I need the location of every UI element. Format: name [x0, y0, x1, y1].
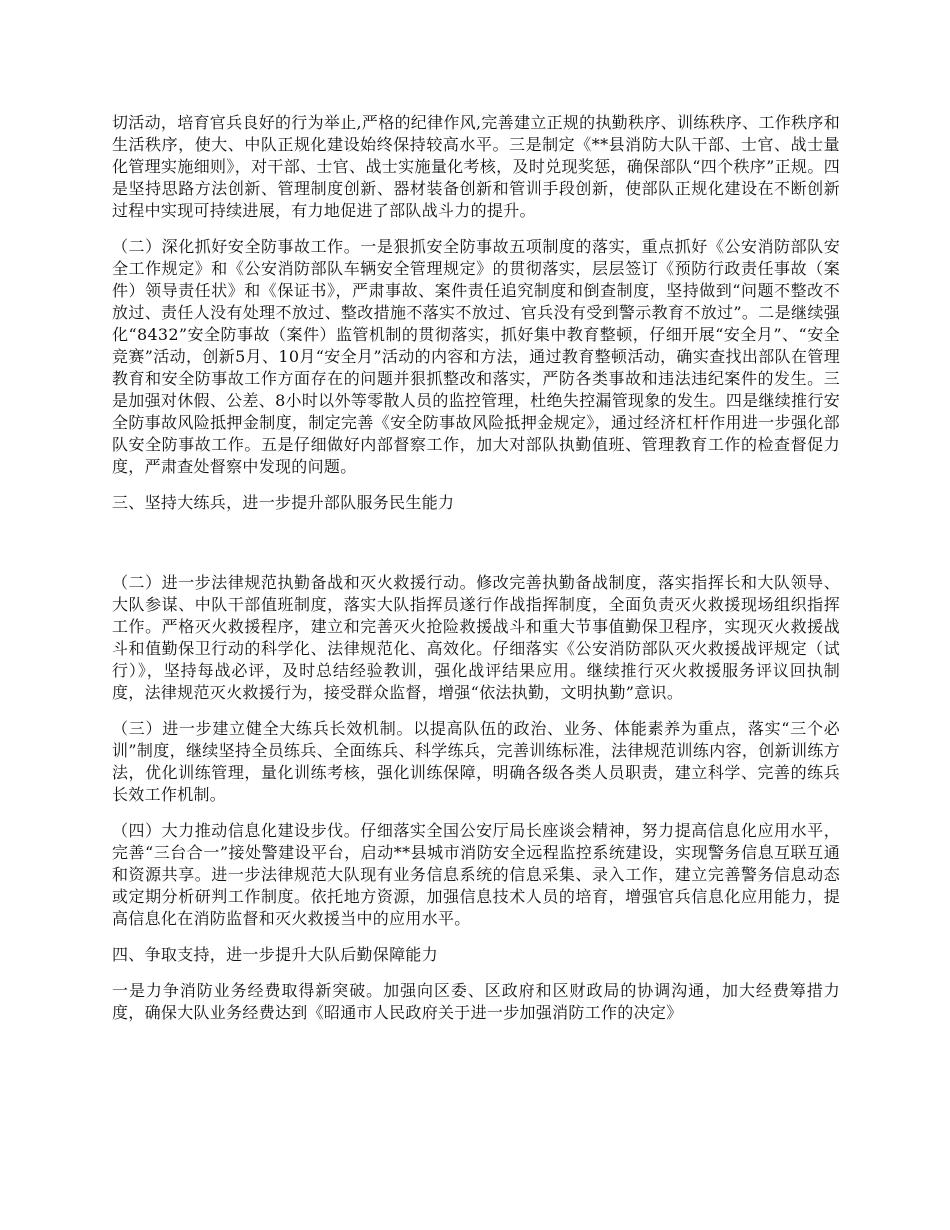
- paragraph-informatization: （四）大力推动信息化建设步伐。仔细落实全国公安厅局长座谈会精神，努力提高信息化应用水平，完善“三台合一”接处警建设平台，启动**县城市消防安全远程监控系统建设，实现警务信息互联互通和资源共享。进一步法律规范大队现有业务信息系统的信息采集、录入工作，建立完善警务信息动态或定期分析研判工作制度。依托地方资源，加强信息技术人员的培育，增强官兵信息化应用能力，提高信息化在消防监督和灭火救援当中的应用水平。: [112, 821, 840, 928]
- paragraph-gap: [112, 966, 840, 980]
- document-page: [112, 112, 840, 1024]
- section-gap: [112, 514, 840, 572]
- paragraph-gap: [112, 930, 840, 944]
- paragraph-training-mechanism: （三）进一步建立健全大练兵长效机制。以提高队伍的政治、业务、体能素养为重点，落实“三个必训”制度，继续坚持全员练兵、全面练兵、科学练兵，完善训练标准，法律规范训练内容，创新训练方法，优化训练管理，量化训练考核，强化训练保障，明确各级各类人员职责，建立科学、完善的练兵长效工作机制。: [112, 719, 840, 804]
- paragraph-gap: [112, 704, 840, 718]
- paragraph-regularization: 切活动，培育官兵良好的行为举止,严格的纪律作风,完善建立正规的执勤秩序、训练秩序、工作秩序和生活秩序，使大、中队正规化建设始终保持较高水平。三是制定《**县消防大队干部、士官、战士量化管理实施细则》，对干部、士官、战士实施量化考核，及时兑现奖惩，确保部队“四个秩序”正规。四是坚持思路方法创新、管理制度创新、器材装备创新和管训手段创新，使部队正规化建设在不断创新过程中实现可持续进展，有力地促进了部队战斗力的提升。: [112, 113, 840, 220]
- paragraph-gap: [112, 222, 840, 236]
- paragraph-gap: [112, 806, 840, 820]
- paragraph-safety-accident-prevention: （二）深化抓好安全防事故工作。一是狠抓安全防事故五项制度的落实，重点抓好《公安消防部队安全工作规定》和《公安消防部队车辆安全管理规定》的贯彻落实，层层签订《预防行政责任事故（案件）领导责任状》和《保证书》，严肃事故、案件责任追究制度和倒查制度，坚持做到“问题不整改不放过、责任人没有处理不放过、整改措施不落实不放过、官兵没有受到警示教育不放过”。二是继续强化“8432”安全防事故（案件）监管机制的贯彻落实，抓好集中教育整顿，仔细开展“安全月”、“安全竞赛”活动，创新5月、10月“安全月”活动的内容和方法，通过教育整顿活动，确实查找出部队在管理教育和安全防事故工作方面存在的问题并狠抓整改和落实，严防各类事故和违法违纪案件的发生。三是加强对休假、公差、8小时以外等零散人员的监控管理，杜绝失控漏管现象的发生。四是继续推行安全防事故风险抵押金制度，制定完善《安全防事故风险抵押金规定》，通过经济杠杆作用进一步强化部队安全防事故工作。五是仔细做好内部督察工作，加大对部队执勤值班、管理教育工作的检查督促力度，严肃查处督察中发现的问题。: [112, 237, 840, 476]
- paragraph-firefighting-standards: （二）进一步法律规范执勤备战和灭火救援行动。修改完善执勤备战制度，落实指挥长和大队领导、大队参谋、中队干部值班制度，落实大队指挥员遂行作战指挥制度，全面负责灭火救援现场组织指挥工作。严格灭火救援程序，建立和完善灭火抢险救援战斗和重大节事值勤保卫程序，实现灭火救援战斗和值勤保卫行动的科学化、法律规范化、高效化。仔细落实《公安消防部队灭火救援战评规定（试行）》，坚持每战必评，及时总结经验教训，强化战评结果应用。继续推行灭火救援服务评议回执制度，法律规范灭火救援行为，接受群众监督，增强“依法执勤，文明执勤”意识。: [112, 573, 840, 702]
- paragraph-gap: [112, 478, 840, 492]
- section-heading-training: 三、坚持大练兵，进一步提升部队服务民生能力: [112, 493, 455, 512]
- section-heading-logistics: 四、争取支持，进一步提升大队后勤保障能力: [112, 945, 439, 964]
- paragraph-funding: 一是力争消防业务经费取得新突破。加强向区委、区政府和区财政局的协调沟通，加大经费筹措力度，确保大队业务经费达到《昭通市人民政府关于进一步加强消防工作的决定》: [112, 981, 840, 1022]
